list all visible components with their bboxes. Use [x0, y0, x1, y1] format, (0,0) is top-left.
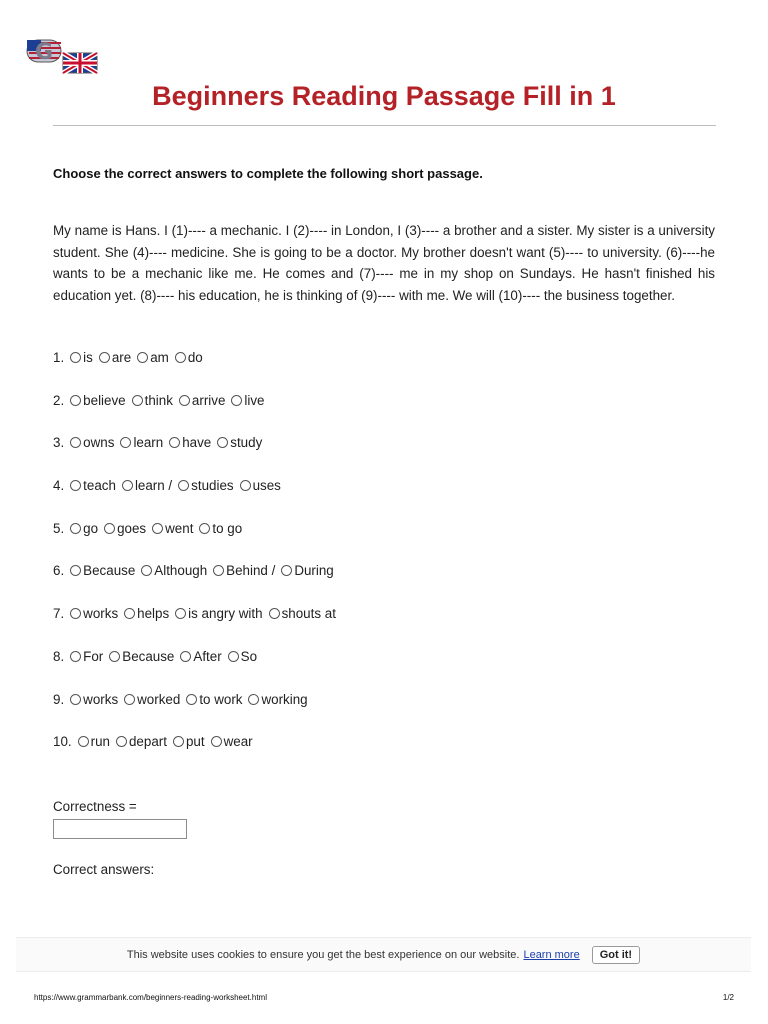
- radio-button[interactable]: [186, 694, 197, 705]
- answer-option[interactable]: [169, 435, 211, 450]
- answer-option[interactable]: [70, 435, 114, 450]
- footer-url: https://www.grammarbank.com/beginners-reading-worksheet.html: [34, 993, 267, 1002]
- radio-button[interactable]: [180, 651, 191, 662]
- option-label: learn /: [134, 478, 173, 494]
- option-label: After: [193, 648, 222, 664]
- radio-button[interactable]: [120, 437, 131, 448]
- radio-button[interactable]: [173, 736, 184, 747]
- option-label: helps: [137, 606, 170, 622]
- answer-option[interactable]: [70, 393, 125, 408]
- page-title: Beginners Reading Passage Fill in 1: [152, 81, 616, 111]
- question-row: [53, 393, 336, 436]
- answer-option[interactable]: [70, 606, 118, 621]
- radio-button[interactable]: [70, 352, 81, 363]
- question-row: [53, 649, 336, 692]
- instructions: Choose the correct answers to complete the following short passage.: [53, 166, 483, 181]
- correctness-label: Correctness =: [53, 799, 137, 814]
- answer-option[interactable]: [228, 649, 257, 664]
- radio-button[interactable]: [269, 608, 280, 619]
- answer-option[interactable]: [122, 478, 172, 493]
- question-row: [53, 692, 336, 735]
- option-label: have: [182, 435, 212, 451]
- option-label: teach: [83, 478, 116, 494]
- option-label: is: [83, 350, 93, 365]
- radio-button[interactable]: [248, 694, 259, 705]
- answer-option[interactable]: [116, 734, 167, 749]
- option-label: uses: [252, 478, 281, 494]
- got-it-button[interactable]: Got it!: [592, 946, 640, 964]
- question-list: [53, 350, 336, 777]
- question-number: 9.: [53, 691, 65, 707]
- answer-option[interactable]: [199, 521, 242, 536]
- question-row: [53, 478, 336, 521]
- option-label: worked: [137, 691, 181, 707]
- answer-option[interactable]: [281, 563, 333, 578]
- radio-button[interactable]: [199, 523, 210, 534]
- radio-button[interactable]: [124, 694, 135, 705]
- svg-text:G: G: [34, 40, 54, 65]
- reading-passage: My name is Hans. I (1)---- a mechanic. I (2)---- in London, I (3)---- a brother and a sister. My sister is a university student. She (4)---- medicine. She is going to be a doctor. My brother doesn't want (5)---- to university. (6)----he wants to be a mechanic like me. He comes and (7)---- me in my shop on Sundays. He hasn't finished his education yet. (8)---- his education, he is thinking of (9)---- with me. We will (10)---- the business together.: [53, 223, 715, 303]
- radio-button[interactable]: [240, 480, 251, 491]
- answer-option[interactable]: [217, 435, 262, 450]
- option-label: goes: [117, 520, 147, 536]
- learn-more-link[interactable]: Learn more: [523, 948, 580, 961]
- correct-answers-label: Correct answers:: [53, 862, 155, 877]
- radio-button[interactable]: [217, 437, 228, 448]
- answer-option[interactable]: [269, 606, 336, 621]
- answer-option[interactable]: [99, 350, 131, 365]
- radio-button[interactable]: [70, 651, 81, 662]
- radio-button[interactable]: [78, 736, 89, 747]
- radio-button[interactable]: [179, 395, 190, 406]
- answer-option[interactable]: [70, 563, 135, 578]
- radio-button[interactable]: [70, 523, 81, 534]
- option-label: During: [294, 563, 334, 579]
- answer-option[interactable]: [70, 692, 118, 707]
- radio-button[interactable]: [116, 736, 127, 747]
- answer-option[interactable]: [186, 692, 242, 707]
- option-label: put: [185, 734, 205, 750]
- radio-button[interactable]: [70, 694, 81, 705]
- radio-button[interactable]: [213, 565, 224, 576]
- answer-option[interactable]: [152, 521, 193, 536]
- answer-option[interactable]: [132, 393, 173, 408]
- radio-button[interactable]: [122, 480, 133, 491]
- question-number: 3.: [53, 435, 65, 451]
- option-label: study: [230, 435, 263, 451]
- question-row: [53, 435, 336, 478]
- answer-option[interactable]: [213, 563, 275, 578]
- answer-option[interactable]: [231, 393, 264, 408]
- option-label: think: [144, 392, 173, 408]
- option-label: Because: [83, 563, 136, 579]
- radio-button[interactable]: [109, 651, 120, 662]
- answer-option[interactable]: [211, 734, 253, 749]
- question-number: 5.: [53, 520, 65, 536]
- option-label: learn: [133, 435, 164, 451]
- option-label: works: [83, 691, 119, 707]
- radio-button[interactable]: [104, 523, 115, 534]
- option-label: went: [165, 520, 194, 536]
- answer-option[interactable]: [78, 734, 110, 749]
- us-flag-g-icon: [27, 40, 61, 65]
- question-number: 1.: [53, 350, 65, 365]
- answer-option[interactable]: [124, 606, 169, 621]
- answer-option[interactable]: [109, 649, 174, 664]
- option-label: owns: [83, 435, 115, 451]
- radio-button[interactable]: [70, 437, 81, 448]
- option-label: to go: [212, 520, 243, 536]
- answer-option[interactable]: [70, 649, 103, 664]
- answer-option[interactable]: [70, 478, 116, 493]
- question-number: 10.: [53, 734, 72, 750]
- option-label: works: [83, 606, 119, 622]
- answer-option[interactable]: [70, 350, 93, 365]
- question-row: [53, 521, 336, 564]
- option-label: is angry with: [188, 606, 263, 622]
- answer-option[interactable]: [141, 563, 207, 578]
- option-label: wear: [223, 734, 253, 750]
- option-label: am: [150, 350, 169, 365]
- answer-option[interactable]: [173, 734, 205, 749]
- question-number: 2.: [53, 392, 65, 408]
- radio-button[interactable]: [175, 608, 186, 619]
- option-label: go: [83, 520, 99, 536]
- option-label: For: [83, 648, 104, 664]
- answer-option[interactable]: [240, 478, 281, 493]
- radio-button[interactable]: [152, 523, 163, 534]
- cookie-text: This website uses cookies to ensure you get the best experience on our website.: [126, 948, 520, 961]
- answer-option[interactable]: [178, 478, 233, 493]
- answer-option[interactable]: [70, 521, 98, 536]
- radio-button[interactable]: [175, 352, 186, 363]
- correctness-field[interactable]: [53, 819, 187, 839]
- option-label: Behind /: [226, 563, 276, 579]
- radio-button[interactable]: [137, 352, 148, 363]
- radio-button[interactable]: [70, 608, 81, 619]
- question-row: [53, 563, 336, 606]
- answer-option[interactable]: [175, 350, 203, 365]
- option-label: believe: [83, 392, 126, 408]
- option-label: arrive: [191, 392, 226, 408]
- option-label: to work: [199, 691, 243, 707]
- option-label: depart: [128, 734, 167, 750]
- answer-option[interactable]: [137, 350, 169, 365]
- question-row: [53, 734, 336, 777]
- radio-button[interactable]: [99, 352, 110, 363]
- option-label: run: [90, 734, 110, 750]
- radio-button[interactable]: [211, 736, 222, 747]
- option-label: Because: [122, 648, 175, 664]
- uk-flag-icon: [63, 53, 97, 73]
- option-label: do: [187, 350, 203, 365]
- answer-option[interactable]: [180, 649, 221, 664]
- answer-option[interactable]: [175, 606, 262, 621]
- cookie-banner: [16, 937, 751, 972]
- answer-option[interactable]: [120, 435, 163, 450]
- radio-button[interactable]: [169, 437, 180, 448]
- answer-option[interactable]: [248, 692, 307, 707]
- answer-option[interactable]: [124, 692, 180, 707]
- option-label: Although: [154, 563, 208, 579]
- option-label: working: [261, 691, 308, 707]
- radio-button[interactable]: [228, 651, 239, 662]
- radio-button[interactable]: [124, 608, 135, 619]
- question-row: [53, 350, 336, 393]
- radio-button[interactable]: [281, 565, 292, 576]
- option-label: are: [111, 350, 132, 365]
- option-label: shouts at: [281, 606, 336, 622]
- radio-button[interactable]: [132, 395, 143, 406]
- answer-option[interactable]: [179, 393, 225, 408]
- radio-button[interactable]: [141, 565, 152, 576]
- question-number: 8.: [53, 648, 65, 664]
- grammarbank-logo-icon[interactable]: [26, 38, 100, 76]
- radio-button[interactable]: [178, 480, 189, 491]
- radio-button[interactable]: [70, 565, 81, 576]
- title-divider: [53, 125, 716, 126]
- option-label: live: [244, 392, 265, 408]
- option-label: studies: [191, 478, 234, 494]
- option-label: So: [240, 648, 258, 664]
- radio-button[interactable]: [70, 395, 81, 406]
- question-number: 7.: [53, 606, 65, 622]
- radio-button[interactable]: [231, 395, 242, 406]
- question-number: 4.: [53, 478, 65, 494]
- question-number: 6.: [53, 563, 65, 579]
- question-row: [53, 606, 336, 649]
- radio-button[interactable]: [70, 480, 81, 491]
- answer-option[interactable]: [104, 521, 146, 536]
- footer-page-number: 1/2: [722, 993, 734, 1002]
